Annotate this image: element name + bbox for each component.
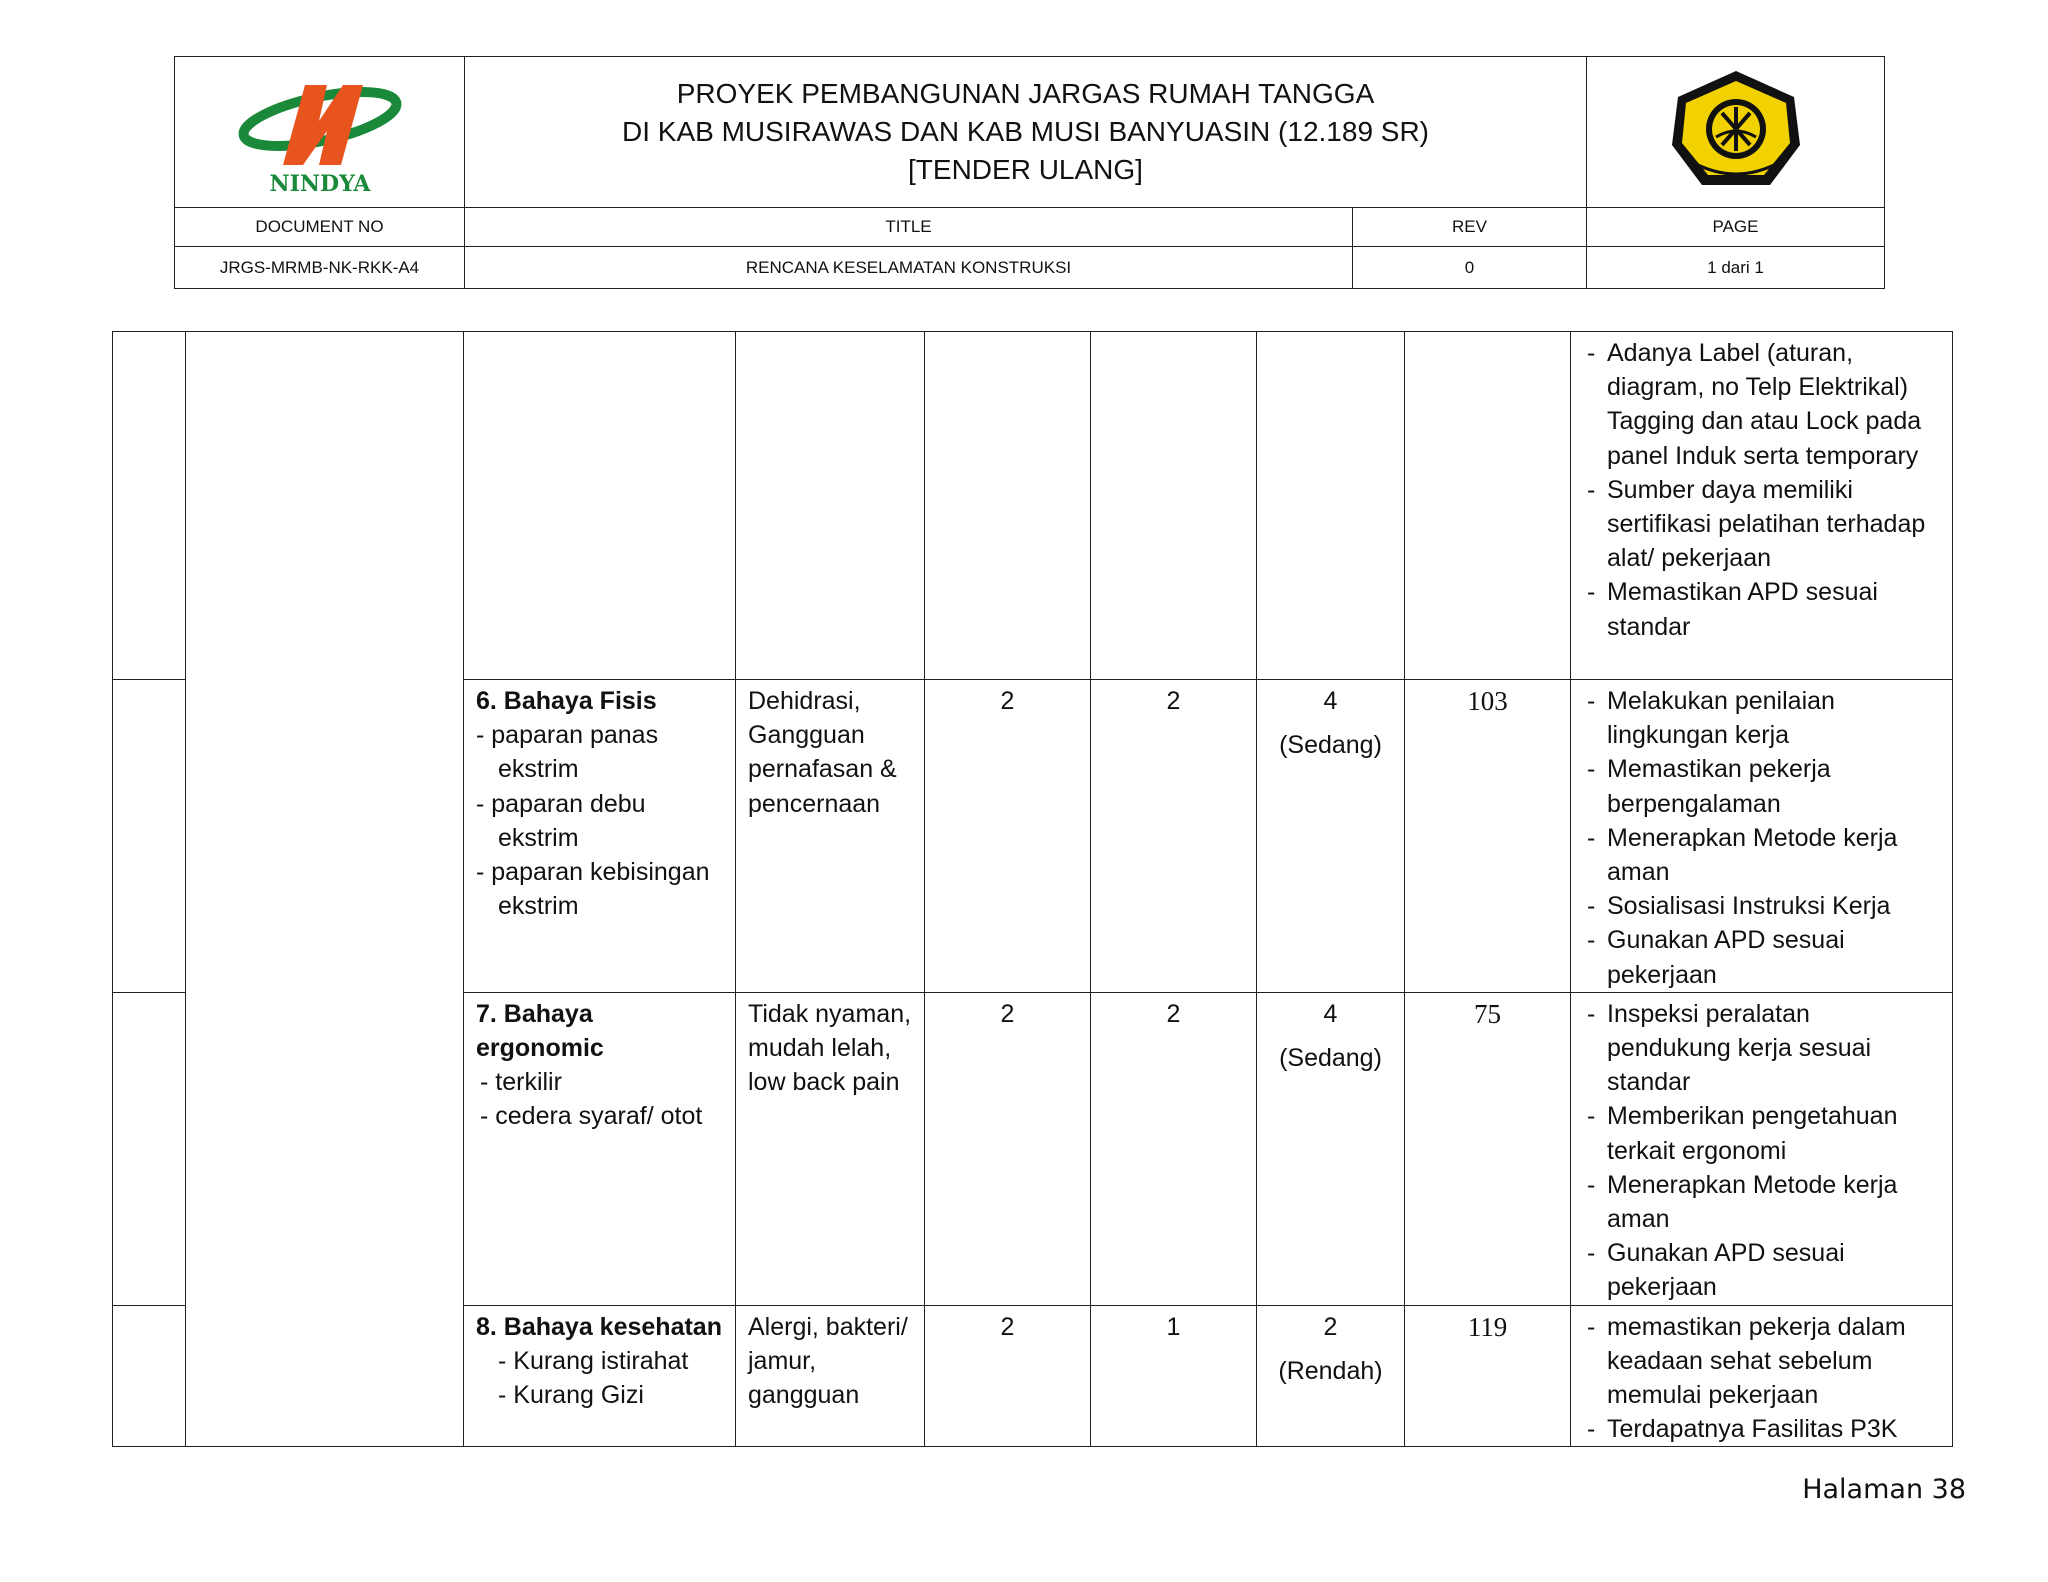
nindya-logo-text: NINDYA [269,171,370,197]
list-item: - Inspeksi peralatan pendukung kerja sesuai standar [1583,997,1940,1100]
risk-value: 4 [1323,687,1338,715]
nindya-logo [235,67,405,197]
list-item: - Terdapatnya Fasilitas P3K [1583,1412,1940,1446]
risk-assessment-table [112,331,1953,1447]
page-value: 1 dari 1 [1587,247,1885,289]
hazard-cell [464,1305,736,1447]
risk-level: (Sedang) [1279,1044,1382,1073]
risk-cell [1257,680,1405,993]
no-cell [113,680,186,993]
company-logo-cell [175,57,465,208]
no-cell [113,1305,186,1447]
probability-cell [925,332,1091,680]
ref-cell [1405,332,1571,680]
ref-cell: 103 [1405,680,1571,993]
esdm-ministry-seal-icon [1666,67,1806,197]
severity-cell [1091,332,1257,680]
document-header [174,56,1885,289]
controls-cell [1571,992,1953,1305]
activity-cell [186,332,464,1447]
rev-label: REV [1353,208,1587,247]
no-cell [113,332,186,680]
list-item: - memastikan pekerja dalam keadaan sehat sebelum memulai pekerjaan [1583,1310,1940,1413]
risk-value: 2 [1323,1312,1338,1341]
hazard-cell [464,992,736,1305]
probability-cell: 2 [925,992,1091,1305]
controls-cell [1571,680,1953,993]
list-item: - Adanya Label (aturan, diagram, no Telp Elektrikal) Tagging dan atau Lock pada panel Induk serta temporary [1583,336,1940,473]
impact-cell: Alergi, bakteri/ jamur, gangguan [736,1305,925,1447]
no-cell [113,992,186,1305]
page-number: Halaman 38 [1802,1474,1966,1505]
list-item: - Menerapkan Metode kerja aman [1583,821,1940,889]
hazard-item: - Kurang istirahat [498,1346,689,1375]
ref-cell: 75 [1405,992,1571,1305]
list-item: - Sosialisasi Instruksi Kerja [1583,889,1940,923]
project-title-line-1: PROYEK PEMBANGUNAN JARGAS RUMAH TANGGA [676,78,1375,109]
doc-no-value: JRGS-MRMB-NK-RKK-A4 [175,247,465,289]
controls-cell [1571,332,1953,680]
title-label: TITLE [465,208,1353,247]
list-item: - Melakukan penilaian lingkungan kerja [1583,684,1940,752]
hazard-title: 8. Bahaya kesehatan [476,1312,722,1341]
table-row [113,332,1953,680]
hazard-item: - terkilir [480,1068,562,1097]
doc-no-label: DOCUMENT NO [175,208,465,247]
hazard-title: 6. Bahaya Fisis [476,687,657,715]
list-item: - Memberikan pengetahuan terkait ergonomi [1583,1099,1940,1167]
project-title-cell [465,57,1587,208]
list-item: - Menerapkan Metode kerja aman [1583,1168,1940,1236]
ref-cell: 119 [1405,1305,1571,1447]
risk-cell [1257,332,1405,680]
ministry-logo-cell [1587,57,1885,208]
title-value: RENCANA KESELAMATAN KONSTRUKSI [465,247,1353,289]
severity-cell: 1 [1091,1305,1257,1447]
hazard-item: - Kurang Gizi [498,1381,644,1410]
risk-cell [1257,992,1405,1305]
project-title-line-2: DI KAB MUSIRAWAS DAN KAB MUSI BANYUASIN (12.189 SR) [622,116,1430,147]
project-title-line-3: [TENDER ULANG] [908,154,1143,185]
hazard-cell [464,680,736,993]
impact-cell: Tidak nyaman, mudah lelah, low back pain [736,992,925,1305]
rev-value: 0 [1353,247,1587,289]
hazard-item: - paparan panas ekstrim [476,721,659,784]
hazard-item: - paparan debu ekstrim [476,789,646,852]
hazard-title: 7. Bahaya ergonomic [476,999,604,1063]
list-item: - Sumber daya memiliki sertifikasi pelatihan terhadap alat/ pekerjaan [1583,473,1940,576]
probability-cell: 2 [925,1305,1091,1447]
list-item: - Memastikan pekerja berpengalaman [1583,752,1940,820]
hazard-cell [464,332,736,680]
risk-value: 4 [1323,999,1338,1028]
severity-cell: 2 [1091,680,1257,993]
risk-level: (Sedang) [1279,731,1382,760]
list-item: - Gunakan APD sesuai pekerjaan [1583,1236,1940,1304]
impact-cell: Dehidrasi, Gangguan pernafasan & pencernaan [736,680,925,993]
controls-cell [1571,1305,1953,1447]
hazard-item: - cedera syaraf/ otot [480,1102,703,1131]
list-item: - Gunakan APD sesuai pekerjaan [1583,923,1940,991]
impact-cell [736,332,925,680]
list-item: - Memastikan APD sesuai standar [1583,575,1940,643]
severity-cell: 2 [1091,992,1257,1305]
page-label: PAGE [1587,208,1885,247]
risk-cell [1257,1305,1405,1447]
risk-level: (Rendah) [1278,1356,1383,1385]
probability-cell: 2 [925,680,1091,993]
hazard-item: - paparan kebisingan ekstrim [476,858,710,921]
